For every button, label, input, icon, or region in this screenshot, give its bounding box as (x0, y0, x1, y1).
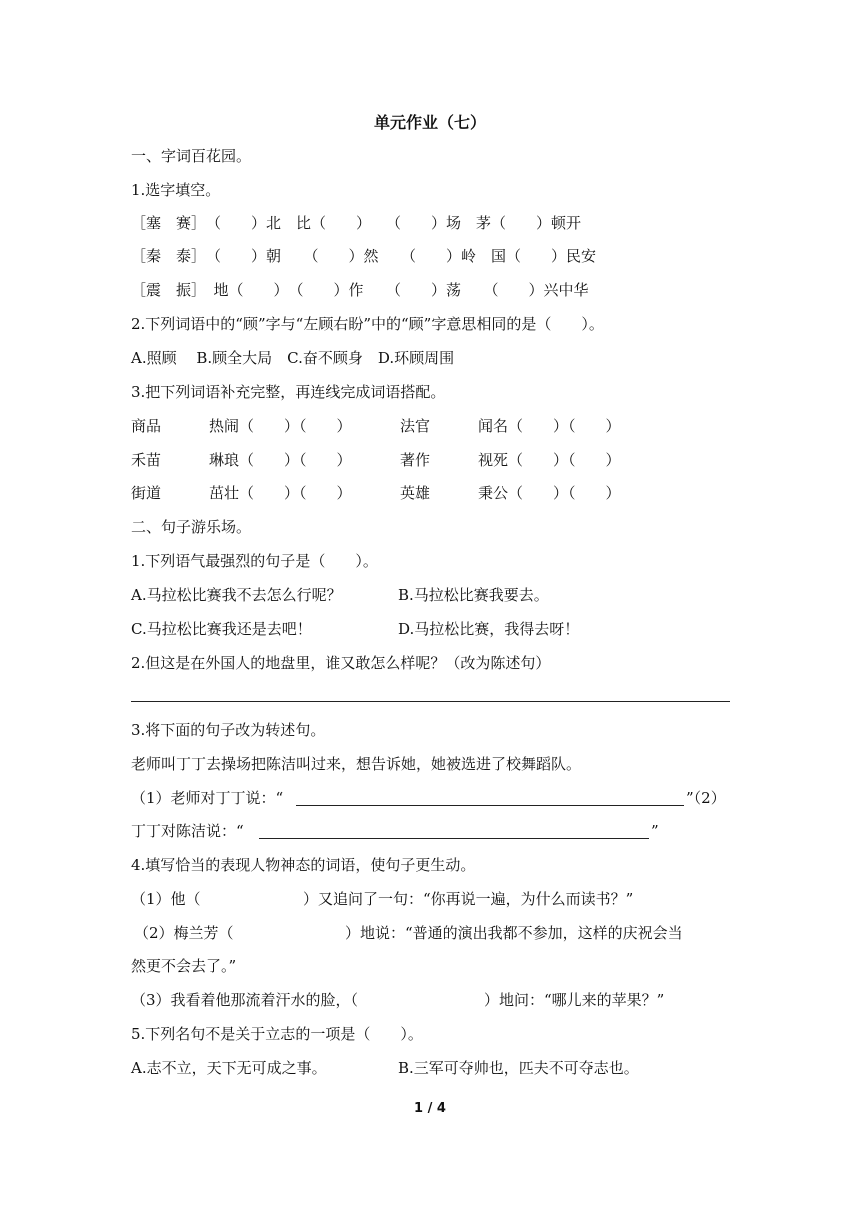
section-1-heading: 一、字词百花园。 (131, 147, 252, 165)
q3-blank-d: 秉公（ ）（ ） (478, 484, 621, 502)
section-2-heading: 二、句子游乐场。 (131, 518, 252, 536)
answer-line[interactable] (259, 838, 649, 839)
s2-q5-option-b: B.三军可夺帅也，匹夫不可夺志也。 (398, 1059, 639, 1077)
q3-blank-d: 闻名（ ）（ ） (478, 417, 621, 435)
q3-word-c: 法官 (400, 417, 431, 435)
q1-row-1: ［塞 赛］ （ ）北 比（ ） （ ）场 茅（ ）顿开 (131, 214, 582, 232)
s2-q1-prompt: 1.下列语气最强烈的句子是（ ）。 (131, 552, 378, 570)
page-number: 1 / 4 (414, 1101, 446, 1116)
q1-row-3: ［震 振］ 地（ ） （ ）作 （ ）荡 （ ）兴中华 (131, 281, 589, 299)
page-title: 单元作业（七） (373, 113, 486, 132)
q3-word-c: 著作 (400, 451, 431, 469)
answer-line[interactable] (296, 805, 684, 806)
q3-word-a: 禾苗 (131, 451, 162, 469)
s2-q1-option-c: C.马拉松比赛我还是去吧！ (131, 620, 312, 638)
q3-blank-d: 视死（ ）（ ） (478, 451, 621, 469)
q1-row-2: ［秦 泰］ （ ）朝 （ ）然 （ ）岭 国（ ）民安 (131, 247, 597, 265)
s2-q3-part2-close: ” (651, 822, 659, 840)
s2-q3-part1-label: （1）老师对丁丁说：“ (131, 789, 284, 807)
s2-q4-2-start: （2）梅兰芳（ (134, 924, 234, 942)
answer-line[interactable] (131, 701, 730, 702)
q3-blank-b: 茁壮（ ）（ ） (209, 484, 352, 502)
s2-q1-option-b: B.马拉松比赛我要去。 (398, 586, 549, 604)
s2-q1-option-d: D.马拉松比赛，我得去呀！ (398, 620, 580, 638)
s2-q4-prompt: 4.填写恰当的表现人物神态的词语，使句子更生动。 (131, 856, 476, 874)
q3-word-a: 街道 (131, 484, 162, 502)
q3-prompt: 3.把下列词语补充完整，再连线完成词语搭配。 (131, 383, 446, 401)
q1-prompt: 1.选字填空。 (131, 181, 221, 199)
s2-q4-1-start: （1）他（ (131, 890, 201, 908)
s2-q5-option-a: A.志不立，天下无可成之事。 (131, 1059, 327, 1077)
q3-word-c: 英雄 (400, 484, 431, 502)
q2-options: A.照顾 B.顾全大局 C.奋不顾身 D.环顾周围 (131, 349, 455, 367)
q2-prompt: 2.下列词语中的“顾”字与“左顾右盼”中的“顾”字意思相同的是（ ）。 (131, 315, 604, 333)
s2-q4-3-end: ）地问：“哪儿来的苹果？” (484, 991, 665, 1009)
s2-q3-prompt: 3.将下面的句子改为转述句。 (131, 721, 326, 739)
s2-q4-2-end: ）地说：“普通的演出我都不参加，这样的庆祝会当 (345, 924, 683, 942)
s2-q1-option-a: A.马拉松比赛我不去怎么行呢？ (131, 586, 342, 604)
q3-blank-b: 热闹（ ）（ ） (209, 417, 352, 435)
s2-q3-sentence: 老师叫丁丁去操场把陈洁叫过来，想告诉她，她被选进了校舞蹈队。 (131, 755, 582, 773)
s2-q4-3-start: （3）我看着他那流着汗水的脸，（ (131, 991, 359, 1009)
q3-word-a: 商品 (131, 417, 162, 435)
s2-q3-part1-close: ”（2） (686, 789, 726, 807)
s2-q2-prompt: 2.但这是在外国人的地盘里，谁又敢怎么样呢？（改为陈述句） (131, 654, 551, 672)
s2-q4-1-end: ）又追问了一句：“你再说一遍，为什么而读书？” (303, 890, 634, 908)
s2-q4-2-cont: 然更不会去了。” (131, 957, 237, 975)
s2-q5-prompt: 5.下列名句不是关于立志的一项是（ ）。 (131, 1025, 423, 1043)
s2-q3-part2-label: 丁丁对陈洁说：“ (131, 822, 244, 840)
q3-blank-b: 琳琅（ ）（ ） (209, 451, 352, 469)
